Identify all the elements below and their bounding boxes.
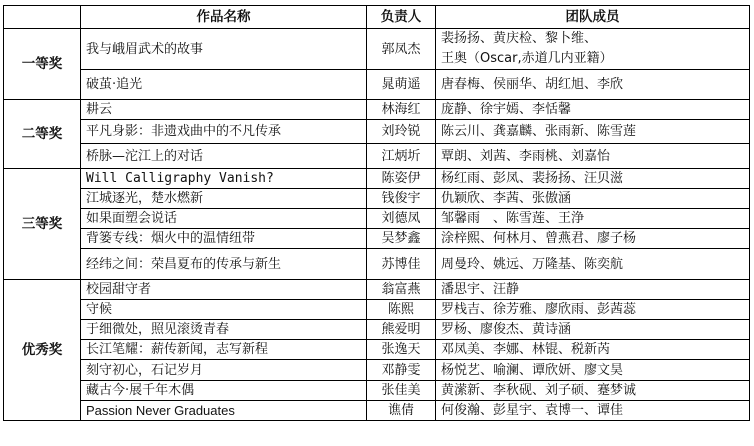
- work-title: 藏古今·展千年木偶: [81, 381, 367, 401]
- awards-table: [3, 5, 750, 421]
- team-members: [436, 381, 750, 401]
- team-members: [436, 120, 750, 144]
- award-level: 三等奖: [4, 169, 81, 280]
- member-line: 涂梓熙、何林月、曾燕君、廖子杨: [441, 231, 637, 246]
- table-row: [4, 120, 750, 144]
- work-title: 如果面塑会说话: [81, 209, 367, 229]
- leader-name: 陈姿伊: [367, 169, 436, 189]
- leader-name: 苏博佳: [367, 249, 436, 280]
- award-level: 一等奖: [4, 29, 81, 100]
- table-row: [4, 401, 750, 421]
- work-title: Will Calligraphy Vanish?: [81, 169, 367, 189]
- work-title: 于细微处，照见滚烫青春: [81, 320, 367, 340]
- member-line: 裴扬扬、黄庆检、黎卜维、: [441, 31, 598, 46]
- member-line: 潘思宇、汪静: [441, 282, 520, 297]
- team-members: [436, 401, 750, 421]
- leader-name: 郭凤杰: [367, 29, 436, 70]
- leader-name: 吴梦鑫: [367, 229, 436, 249]
- table-row: [4, 189, 750, 209]
- leader-name: 张逸天: [367, 340, 436, 360]
- member-line: 唐春梅、侯丽华、胡红旭、李欣: [441, 77, 624, 92]
- award-level: 二等奖: [4, 100, 81, 169]
- header-members: 团队成员: [436, 6, 750, 29]
- leader-name: 刘德凤: [367, 209, 436, 229]
- work-title: 江城逐光，楚水燃新: [81, 189, 367, 209]
- member-line: 覃朗、刘茜、李雨桃、刘嘉怡: [441, 148, 611, 164]
- team-members: [436, 320, 750, 340]
- work-title: 经纬之间：荣昌夏布的传承与新生: [81, 249, 367, 280]
- team-members: [436, 360, 750, 381]
- leader-name: 钱俊宇: [367, 189, 436, 209]
- leader-name: 张佳美: [367, 381, 436, 401]
- work-title: 破茧·追光: [81, 70, 367, 100]
- team-members: [436, 144, 750, 169]
- header-award: [4, 6, 81, 29]
- leader-name: 晁萌遥: [367, 70, 436, 100]
- leader-name: 翁富燕: [367, 280, 436, 300]
- team-members: [436, 189, 750, 209]
- team-members: [436, 209, 750, 229]
- member-line: 周曼玲、姚远、万隆基、陈奕航: [441, 256, 624, 272]
- member-line: 罗杨、廖俊杰、黄诗涵: [441, 322, 572, 337]
- table-row: [4, 340, 750, 360]
- header-leader: 负责人: [367, 6, 436, 29]
- table-row: [4, 280, 750, 300]
- work-title: 校园甜守者: [81, 280, 367, 300]
- team-members: [436, 229, 750, 249]
- member-line: 黄潆新、李秋砚、刘子硕、蹇梦诚: [441, 383, 637, 398]
- leader-name: 陈熙: [367, 300, 436, 320]
- table-row: [4, 70, 750, 100]
- member-line: 陈云川、龚嘉麟、张雨新、陈雪莲: [441, 124, 637, 139]
- member-line: 邓凤美、李娜、林锟、税新芮: [441, 342, 611, 357]
- table-row: [4, 29, 750, 70]
- table-row: [4, 360, 750, 381]
- table-row: [4, 100, 750, 120]
- member-line: 仇颖欣、李茜、张傲涵: [441, 191, 572, 206]
- team-members: [436, 29, 750, 70]
- member-line: 邹馨雨 、陈雪莲、王浄: [441, 211, 585, 226]
- team-members: [436, 249, 750, 280]
- leader-name: 邓静雯: [367, 360, 436, 381]
- leader-name: 谯倩: [367, 401, 436, 421]
- table-row: [4, 300, 750, 320]
- work-title: Passion Never Graduates: [81, 401, 367, 421]
- work-title: 背篓专线：烟火中的温情纽带: [81, 229, 367, 249]
- team-members: [436, 169, 750, 189]
- table-row: [4, 381, 750, 401]
- work-title: 守候: [81, 300, 367, 320]
- work-title: 长江笔耀：薪传新闻，志写新程: [81, 340, 367, 360]
- table-row: [4, 320, 750, 340]
- leader-name: 林海红: [367, 100, 436, 120]
- member-line: 罗栈吉、徐芳雅、廖欣雨、彭茜蕊: [441, 302, 637, 317]
- work-title: 刻守初心，石记岁月: [81, 360, 367, 381]
- member-line: 杨红雨、彭凤、裴扬扬、汪贝滋: [441, 171, 624, 186]
- team-members: [436, 100, 750, 120]
- member-line: 何俊瀚、彭星宇、袁博一、谭佳: [441, 403, 624, 418]
- table-row: [4, 229, 750, 249]
- team-members: [436, 280, 750, 300]
- table-row: [4, 209, 750, 229]
- leader-name: 刘玲锐: [367, 120, 436, 144]
- table-row: [4, 249, 750, 280]
- team-members: [436, 70, 750, 100]
- table-row: [4, 169, 750, 189]
- work-title: 平凡身影：非遗戏曲中的不凡传承: [81, 120, 367, 144]
- work-title: 耕云: [81, 100, 367, 120]
- team-members: [436, 340, 750, 360]
- member-line: 庞静、徐宇嫣、李恬馨: [441, 102, 572, 117]
- header-work-title: 作品名称: [81, 6, 367, 29]
- table-row: [4, 144, 750, 169]
- header-row: [4, 6, 750, 29]
- award-level: 优秀奖: [4, 280, 81, 421]
- member-line: 杨悦艺、喻澜、谭欣妍、廖文昊: [441, 362, 624, 378]
- work-title: 桥脉—沱江上的对话: [81, 144, 367, 169]
- member-line: 王奥（Oscar,赤道几内亚籍）: [441, 51, 613, 66]
- leader-name: 江炳圻: [367, 144, 436, 169]
- work-title: 我与峨眉武术的故事: [81, 29, 367, 70]
- leader-name: 熊爱明: [367, 320, 436, 340]
- awards-body: [4, 29, 750, 421]
- team-members: [436, 300, 750, 320]
